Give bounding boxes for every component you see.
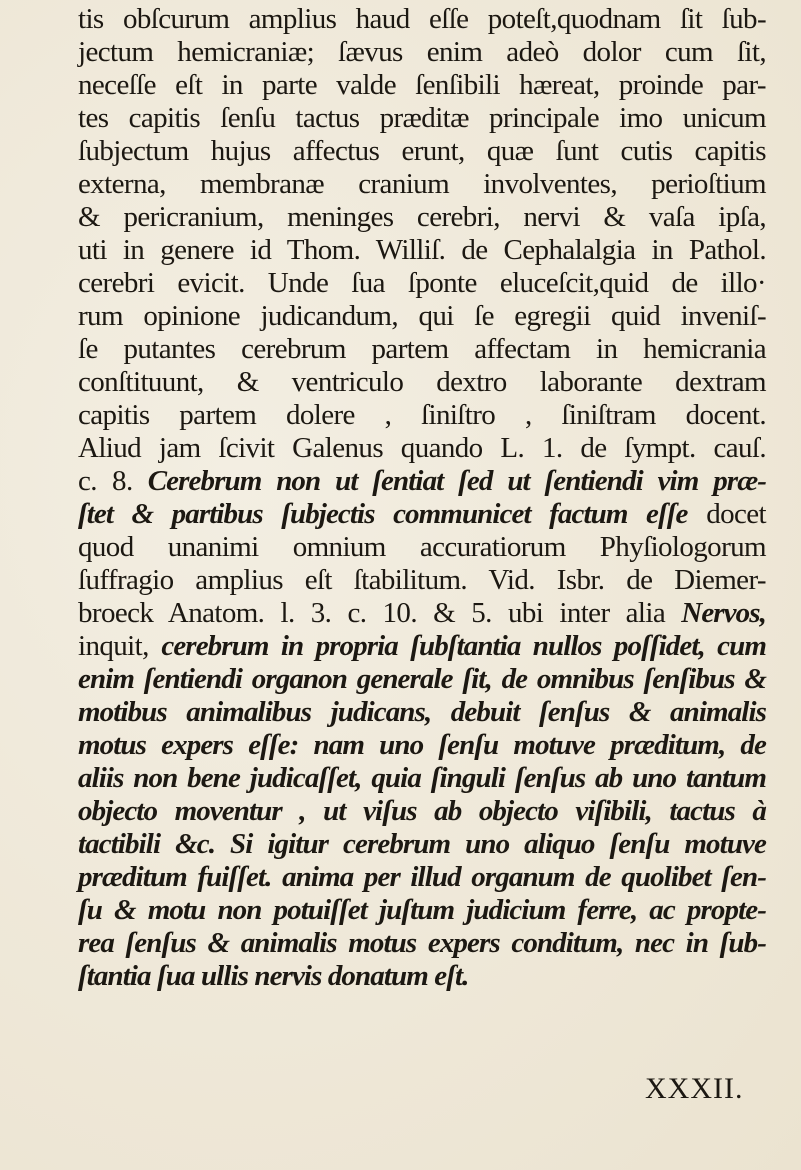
- text-line: motibus animalibus judicans, debuit ſenſus & animalis: [78, 696, 766, 728]
- text-line: conſtituunt, & ventriculo dextro laborante dextram: [78, 366, 766, 398]
- text-line: aliis non bene judicaſſet, quia ſinguli ſenſus ab uno tantum: [78, 762, 766, 794]
- text-line: rum opinione judicandum, qui ſe egregii quid inveniſ-: [78, 300, 766, 332]
- text-line: præditum fuiſſet. anima per illud organum de quolibet ſen-: [78, 861, 766, 893]
- text-line: ſu & motu non potuiſſet juſtum judicium ferre, ac propte-: [78, 894, 766, 926]
- text-line: broeck Anatom. l. 3. c. 10. & 5. ubi inter alia Nervos,: [78, 597, 766, 629]
- text-line: & pericranium, meninges cerebri, nervi & vaſa ipſa,: [78, 201, 766, 233]
- text-line: ſuffragio amplius eſt ſtabilitum. Vid. Isbr. de Diemer-: [78, 564, 766, 596]
- text-line: Aliud jam ſcivit Galenus quando L. 1. de ſympt. cauſ.: [78, 432, 766, 464]
- text-line: uti in genere id Thom. Williſ. de Cephalalgia in Pathol.: [78, 234, 766, 266]
- text-line: quod unanimi omnium accuratiorum Phyſiologorum: [78, 531, 766, 563]
- text-line: c. 8. Cerebrum non ut ſentiat ſed ut ſentiendi vim præ-: [78, 465, 766, 497]
- text-line: motus expers eſſe: nam uno ſenſu motuve præditum, de: [78, 729, 766, 761]
- text-line: externa, membranæ cranium involventes, perioſtium: [78, 168, 766, 200]
- text-line: objecto moventur , ut viſus ab objecto viſibili, tactus à: [78, 795, 766, 827]
- text-line: capitis partem dolere , ſiniſtro , ſiniſtram docent.: [78, 399, 766, 431]
- text-line: tactibili &c. Si igitur cerebrum uno aliquo ſenſu motuve: [78, 828, 766, 860]
- text-line: ſe putantes cerebrum partem affectam in hemicrania: [78, 333, 766, 365]
- text-line: neceſſe eſt in parte valde ſenſibili hæreat, proinde par-: [78, 69, 766, 101]
- text-line: rea ſenſus & animalis motus expers conditum, nec in ſub-: [78, 927, 766, 959]
- text-line: enim ſentiendi organon generale ſit, de omnibus ſenſibus &: [78, 663, 766, 695]
- text-line: tis obſcurum amplius haud eſſe poteſt,quodnam ſit ſub-: [78, 3, 766, 35]
- signature-mark: XXXII.: [645, 1072, 744, 1105]
- text-line: tes capitis ſenſu tactus præditæ principale imo unicum: [78, 102, 766, 134]
- page-text-block: [78, 3, 766, 993]
- text-line: ſtet & partibus ſubjectis communicet factum eſſe docet: [78, 498, 767, 530]
- text-line: ſtantia ſua ullis nervis donatum eſt.: [78, 960, 469, 992]
- text-line: cerebri evicit. Unde ſua ſponte eluceſcit,quid de illo·: [78, 267, 766, 299]
- text-line: inquit, cerebrum in propria ſubſtantia nullos poſſidet, cum: [78, 630, 767, 662]
- text-line: ſubjectum hujus affectus erunt, quæ ſunt cutis capitis: [78, 135, 766, 167]
- text-line: jectum hemicraniæ; ſævus enim adeò dolor cum ſit,: [78, 36, 766, 68]
